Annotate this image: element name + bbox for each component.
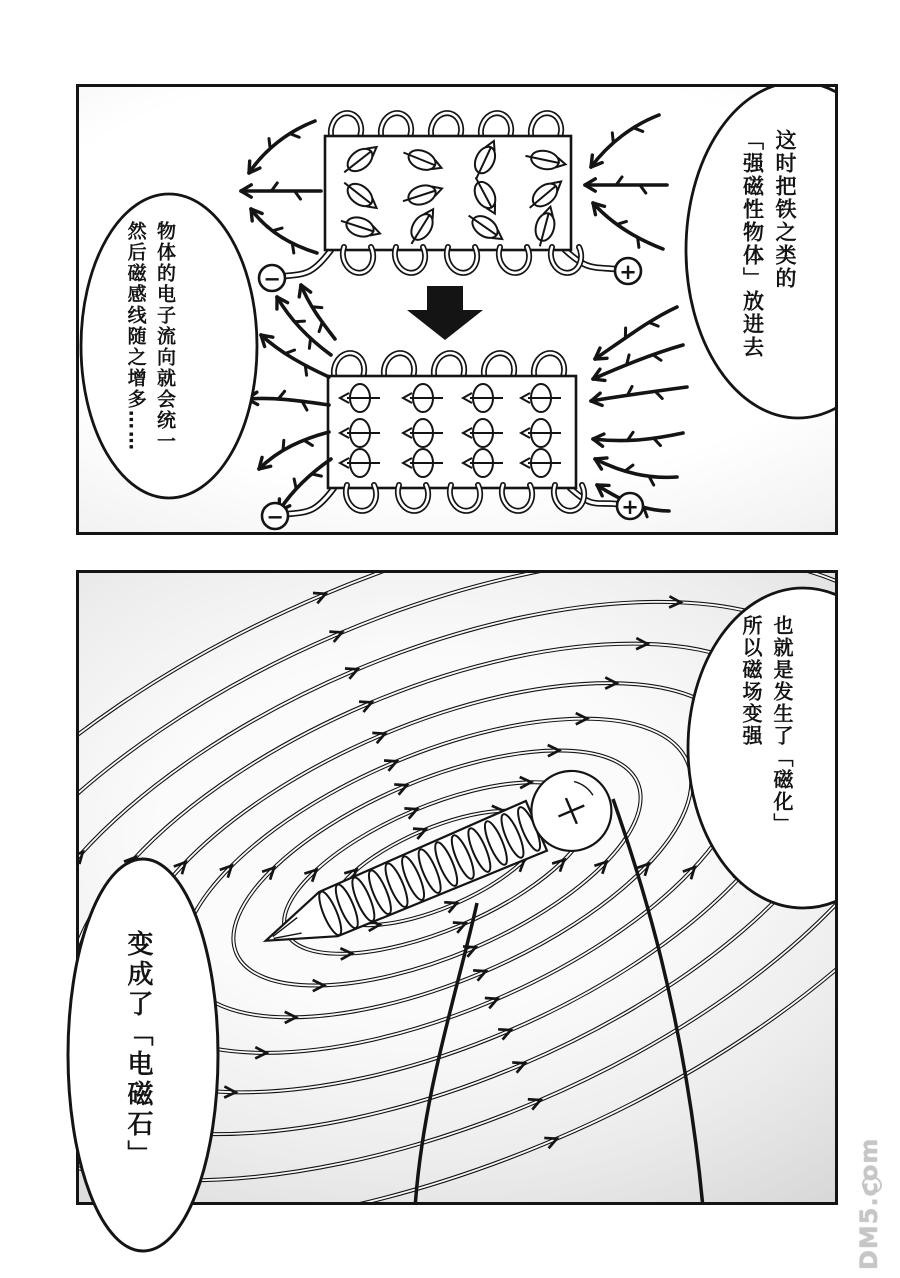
screw: [250, 759, 624, 978]
speech-text-magnetization-occurred: 也就是发生了「磁化」 所以磁场变强: [739, 615, 794, 835]
down-arrow-icon: [407, 286, 483, 340]
speech-text-put-ferromagnetic-object: 这时把铁之类的 「强磁性物体」放进去: [740, 129, 797, 359]
plus-terminal: [617, 493, 643, 519]
panel-top: [76, 84, 838, 535]
plus-label: +: [619, 260, 637, 284]
coil-bar-diagram: [288, 353, 617, 514]
speech-bubble-bottom-left: [60, 845, 280, 1265]
plus-terminal: [615, 258, 641, 284]
minus-terminal: [259, 265, 285, 291]
coil-wire: [415, 903, 477, 1202]
minus-label: −: [263, 267, 281, 291]
electromagnet-coil-illustration: [79, 87, 835, 532]
coil-bar-diagram: [285, 113, 615, 276]
speech-text-became-electromagnet: 变成了「电磁石」: [123, 930, 153, 1170]
plus-label: +: [621, 495, 639, 519]
dm5-watermark: DM5.com: [855, 1137, 883, 1270]
speech-text-electron-flow-unifies: 物体的电子流向就会统一 然后磁感线随之增多……: [124, 221, 176, 452]
minus-label: −: [266, 505, 284, 529]
coil-wire: [613, 799, 703, 1202]
minus-terminal: [262, 503, 288, 529]
